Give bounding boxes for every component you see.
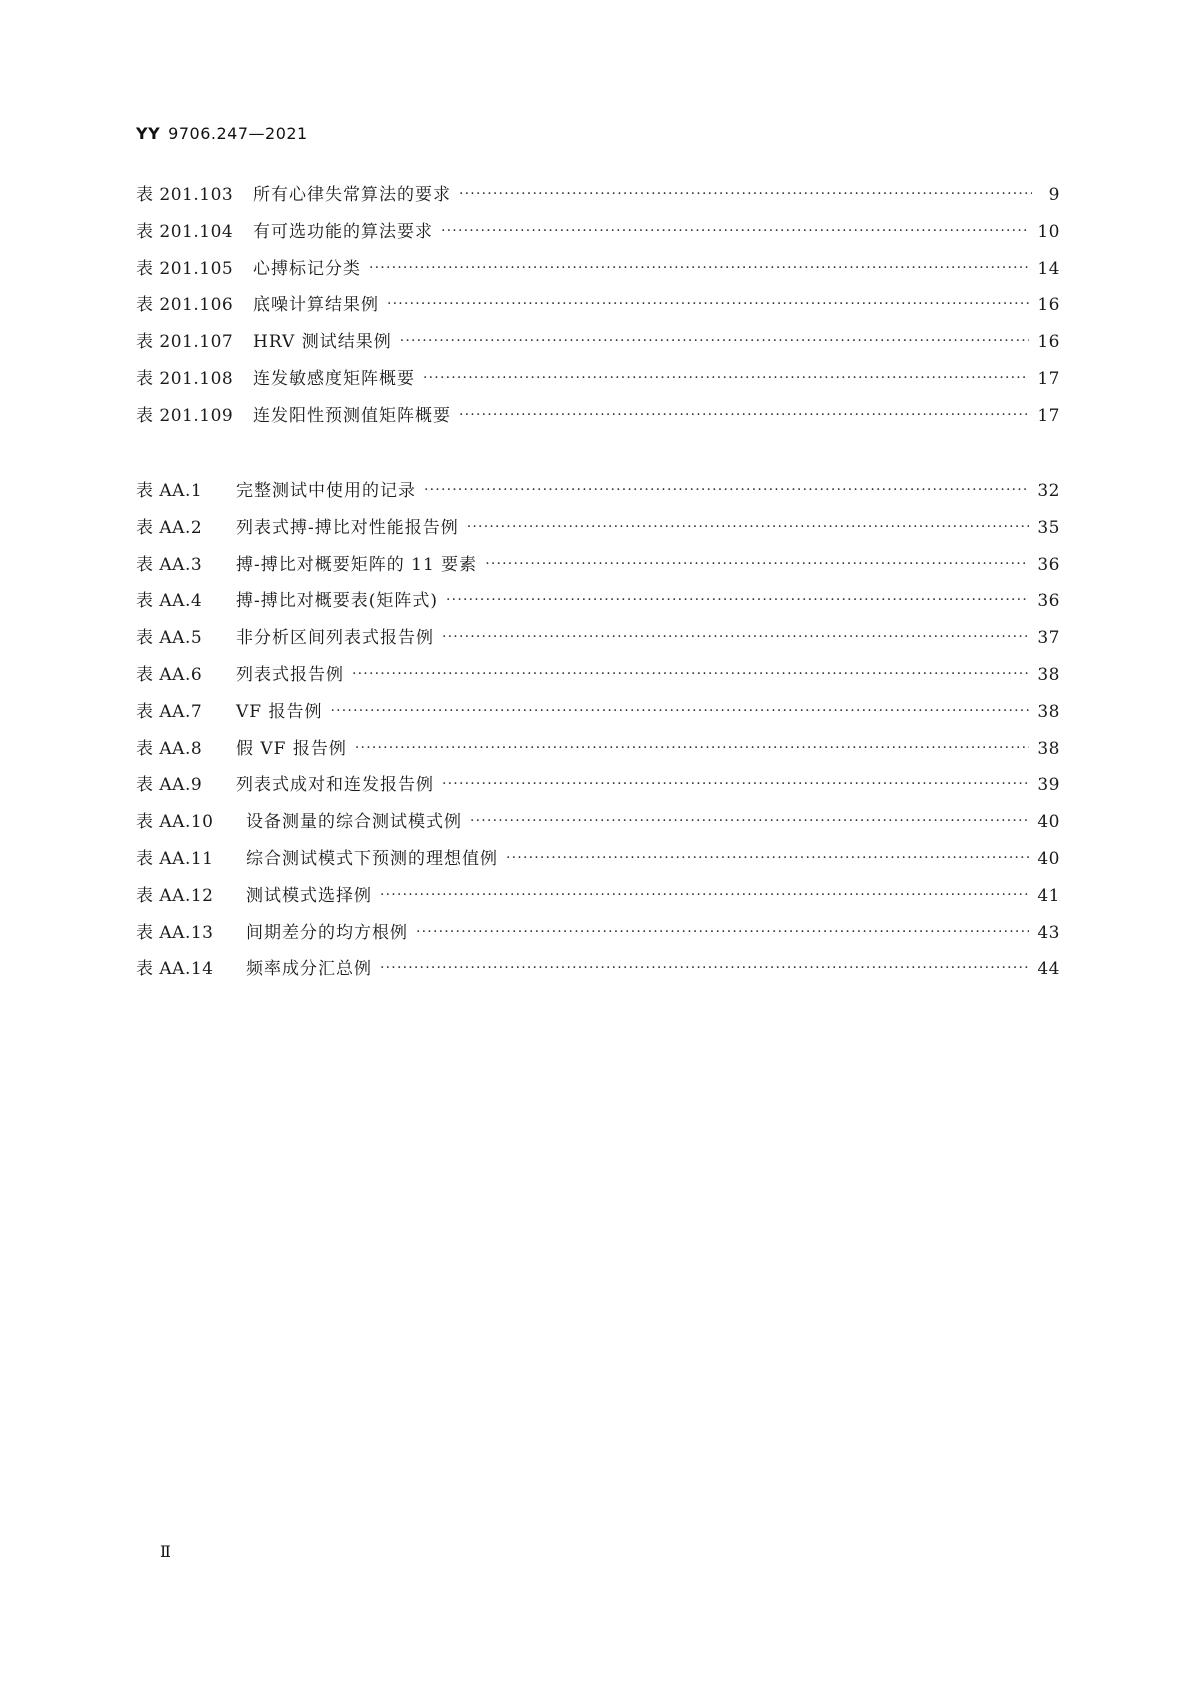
toc-dot-leader (330, 703, 1029, 719)
toc-dot-leader (442, 776, 1029, 792)
toc-entry-number: 表 AA.7 (136, 701, 203, 722)
toc-dot-leader (369, 260, 1029, 276)
toc-dot-leader (416, 924, 1029, 940)
toc-entry-title: 假 VF 报告例 (236, 738, 347, 759)
toc-entry-page: 39 (1037, 775, 1060, 796)
toc-dot-leader (355, 740, 1029, 756)
toc-dot-leader (441, 223, 1029, 239)
toc-entry[interactable] (136, 327, 1060, 364)
toc-entry-number: 表 AA.1 (136, 481, 203, 501)
toc-entry-title: 间期差分的均方根例 (246, 922, 408, 943)
toc-entry-number: 表 201.104 (136, 221, 234, 242)
toc-entry[interactable] (136, 513, 1060, 550)
toc-dot-leader (352, 666, 1029, 682)
toc-dot-leader (446, 592, 1029, 608)
toc-entry[interactable] (136, 697, 1060, 734)
toc-entry-page: 17 (1037, 405, 1060, 426)
page-number: Ⅱ (160, 1542, 171, 1561)
toc-entry[interactable] (136, 586, 1060, 623)
toc-list-tables-201 (136, 180, 1060, 438)
toc-entry-page: 37 (1037, 628, 1060, 649)
toc-entry-page: 36 (1037, 591, 1060, 612)
toc-entry[interactable] (136, 770, 1060, 807)
toc-dot-leader (442, 629, 1029, 645)
toc-entry-title: 非分析区间列表式报告例 (236, 628, 434, 649)
toc-entry-title: 有可选功能的算法要求 (253, 221, 433, 242)
toc-entry-title: 连发阳性预测值矩阵概要 (253, 405, 451, 426)
toc-entry[interactable] (136, 734, 1060, 771)
toc-entry-page: 43 (1037, 922, 1060, 943)
toc-entry[interactable] (136, 217, 1060, 254)
toc-dot-leader (467, 519, 1030, 535)
toc-entry-title: 搏-搏比对概要表(矩阵式) (236, 591, 439, 612)
toc-entry-number: 表 AA.2 (136, 517, 203, 538)
toc-entry[interactable] (136, 623, 1060, 660)
toc-entry-title: 列表式搏-搏比对性能报告例 (236, 517, 459, 538)
toc-entry-number: 表 201.103 (136, 185, 234, 205)
toc-entry-number: 表 201.109 (136, 405, 234, 426)
toc-entry-title: 心搏标记分类 (253, 258, 361, 279)
toc-entry-title: 频率成分汇总例 (246, 959, 372, 980)
toc-entry-page: 16 (1037, 332, 1060, 353)
toc-entry-page: 10 (1037, 221, 1060, 242)
toc-entry-page: 17 (1037, 368, 1060, 389)
toc-entry-number: 表 AA.12 (136, 885, 214, 906)
toc-entry[interactable] (136, 401, 1060, 438)
toc-entry-title: 列表式报告例 (236, 664, 344, 685)
toc-entry[interactable] (136, 254, 1060, 291)
toc-entry-number: 表 AA.13 (136, 922, 214, 943)
toc-entry-page: 38 (1037, 701, 1060, 722)
toc-entry-title: 完整测试中使用的记录 (236, 481, 416, 501)
toc-entry-number: 表 201.108 (136, 368, 234, 389)
toc-entry-page: 35 (1037, 517, 1060, 538)
toc-entry-number: 表 201.107 (136, 332, 234, 353)
toc-entry-page: 38 (1037, 664, 1060, 685)
toc-entry-number: 表 AA.14 (136, 959, 214, 980)
toc-entry-title: 综合测试模式下预测的理想值例 (246, 848, 498, 869)
toc-list-tables-annex-aa (136, 476, 1060, 991)
toc-entry[interactable] (136, 476, 1060, 513)
toc-entry-title: VF 报告例 (236, 701, 323, 722)
toc-entry-number: 表 AA.6 (136, 664, 203, 685)
toc-entry-title: 测试模式选择例 (246, 885, 372, 906)
toc-entry-number: 表 AA.10 (136, 812, 214, 833)
toc-entry-number: 表 AA.9 (136, 775, 203, 796)
toc-entry[interactable] (136, 954, 1060, 991)
toc-entry[interactable] (136, 364, 1060, 401)
toc-entry-title: 搏-搏比对概要矩阵的 11 要素 (236, 554, 478, 575)
toc-entry[interactable] (136, 807, 1060, 844)
toc-entry[interactable] (136, 180, 1060, 217)
toc-entry-number: 表 AA.5 (136, 628, 203, 649)
toc-entry-page: 14 (1037, 258, 1060, 279)
toc-entry-title: HRV 测试结果例 (253, 332, 392, 353)
toc-entry-number: 表 AA.8 (136, 738, 203, 759)
toc-dot-leader (470, 813, 1029, 829)
toc-entry-number: 表 AA.3 (136, 554, 203, 575)
toc-dot-leader (380, 887, 1029, 903)
toc-dot-leader (424, 482, 1029, 498)
toc-entry-number: 表 201.105 (136, 258, 234, 279)
toc-entry[interactable] (136, 844, 1060, 881)
toc-entry-page: 36 (1037, 554, 1060, 575)
toc-entry-page: 32 (1037, 481, 1060, 501)
toc-entry[interactable] (136, 881, 1060, 918)
toc-dot-leader (387, 296, 1029, 312)
toc-dot-leader (459, 407, 1029, 423)
toc-entry-title: 所有心律失常算法的要求 (253, 185, 451, 205)
toc-entry-page: 38 (1037, 738, 1060, 759)
toc-entry[interactable] (136, 918, 1060, 955)
toc-entry-page: 40 (1037, 812, 1060, 833)
toc-entry-page: 40 (1037, 848, 1060, 869)
toc-entry[interactable] (136, 660, 1060, 697)
toc-entry-title: 设备测量的综合测试模式例 (246, 812, 462, 833)
toc-entry-page: 9 (1048, 185, 1060, 205)
toc-entry-number: 表 201.106 (136, 295, 234, 316)
toc-entry-number: 表 AA.11 (136, 848, 214, 869)
toc-entry-title: 列表式成对和连发报告例 (236, 775, 434, 796)
toc-dot-leader (380, 960, 1029, 976)
toc-dot-leader (485, 556, 1029, 572)
toc-entry-page: 44 (1037, 959, 1060, 980)
toc-entry-title: 底噪计算结果例 (253, 295, 379, 316)
toc-dot-leader (506, 850, 1029, 866)
toc-entry-page: 41 (1037, 885, 1060, 906)
toc-dot-leader (423, 370, 1029, 386)
toc-entry-page: 16 (1037, 295, 1060, 316)
toc-entry-title: 连发敏感度矩阵概要 (253, 368, 415, 389)
toc-entry-number: 表 AA.4 (136, 591, 203, 612)
toc-entry[interactable] (136, 550, 1060, 587)
standard-header (136, 124, 308, 143)
toc-entry[interactable] (136, 290, 1060, 327)
standard-number: 9706.247—2021 (168, 124, 308, 143)
toc-dot-leader (400, 333, 1030, 349)
toc-dot-leader (459, 186, 1032, 202)
standard-code: YY (136, 124, 161, 143)
